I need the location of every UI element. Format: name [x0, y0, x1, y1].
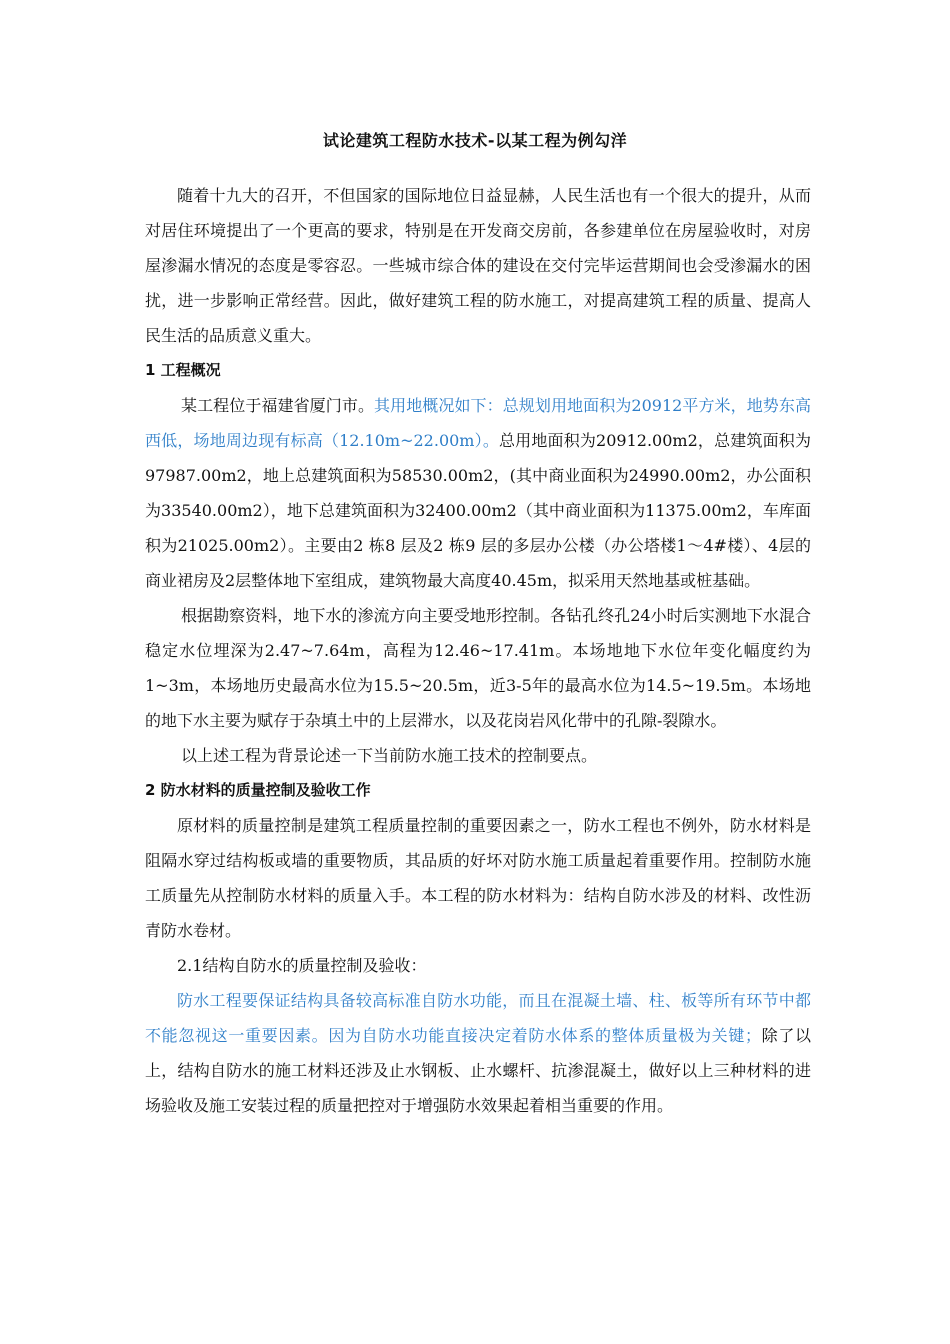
section-2-heading: 2 防水材料的质量控制及验收工作	[145, 781, 371, 799]
project-location-text: 某工程位于福建省厦门市。	[181, 396, 375, 415]
self-waterproofing-highlight: 防水工程要保证结构具备较高标准自防水功能，而且在混凝土墙、柱、板等所有环节中都不能忽视这一重要因素。因为自防水功能直接决定着防水体系的整体质量极为关键；	[145, 991, 811, 1045]
document-body	[145, 178, 811, 1123]
section-1-heading: 1 工程概况	[145, 361, 221, 379]
building-area-text: 总用地面积为20912.00m2，总建筑面积为97987.00m2，地上总建筑面积为58530.00m2，(其中商业面积为24990.00m2，办公面积为33540.00m2），地下总建筑面积为32400.00m2（其中商业面积为11375.00m2，车库面积为21025.00m2）。主要由2 栋8 层及2 栋9 层的多层办公楼（办公塔楼1～4#楼）、4层的商业裙房及2层整体地下室组成，建筑物最大高度40.45m，拟采用天然地基或桩基础。	[145, 431, 811, 590]
intro-paragraph: 随着十九大的召开，不但国家的国际地位日益显赫，人民生活也有一个很大的提升，从而对居住环境提出了一个更高的要求，特别是在开发商交房前，各参建单位在房屋验收时，对房屋渗漏水情况的态度是零容忍。一些城市综合体的建设在交付完毕运营期间也会受渗漏水的困扰，进一步影响正常经营。因此，做好建筑工程的防水施工，对提高建筑工程的质量、提高人民生活的品质意义重大。	[145, 186, 811, 345]
document-title: 试论建筑工程防水技术-以某工程为例勾洋	[322, 131, 628, 150]
background-paragraph: 以上述工程为背景论述一下当前防水施工技术的控制要点。	[181, 746, 598, 765]
site-overview-highlight: 其用地概况如下：总规划用地面积为20912平方米，地势东高西低，场地周边现有标高（12.10m~22.00m）。	[145, 396, 811, 450]
section-2-1-heading: 2.1结构自防水的质量控制及验收：	[177, 956, 427, 975]
groundwater-paragraph: 根据勘察资料，地下水的渗流方向主要受地形控制。各钻孔终孔24小时后实测地下水混合稳定水位埋深为2.47~7.64m，高程为12.46~17.41m。本场地地下水位年变化幅度约为1~3m，本场地历史最高水位为15.5~20.5m，近3-5年的最高水位为14.5~19.5m。本场地的地下水主要为赋存于杂填土中的上层滞水，以及花岗岩风化带中的孔隙-裂隙水。	[145, 606, 811, 730]
project-overview-paragraph	[145, 388, 811, 598]
self-waterproofing-materials-text: 除了以上，结构自防水的施工材料还涉及止水钢板、止水螺杆、抗渗混凝土，做好以上三种材料的进场验收及施工安装过程的质量把控对于增强防水效果起着相当重要的作用。	[145, 1026, 811, 1115]
material-control-paragraph: 原材料的质量控制是建筑工程质量控制的重要因素之一，防水工程也不例外，防水材料是阻隔水穿过结构板或墙的重要物质，其品质的好坏对防水施工质量起着重要作用。控制防水施工质量先从控制防水材料的质量入手。本工程的防水材料为：结构自防水涉及的材料、改性沥青防水卷材。	[145, 816, 811, 940]
self-waterproofing-paragraph	[145, 983, 811, 1123]
